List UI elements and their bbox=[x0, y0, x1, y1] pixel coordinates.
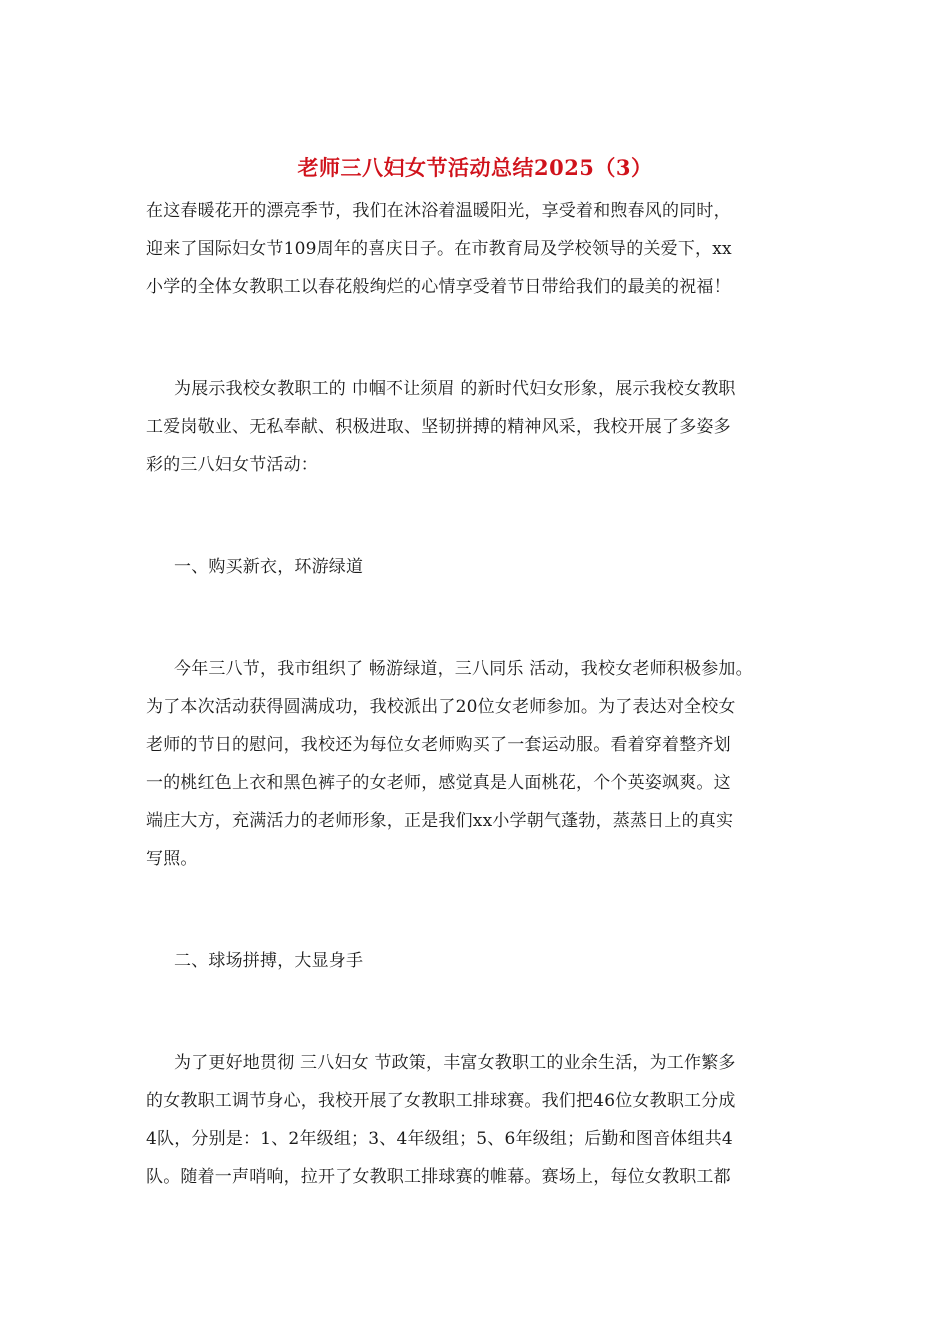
body-line: 老师的节日的慰问，我校还为每位女老师购买了一套运动服。看着穿着整齐划 bbox=[146, 735, 731, 755]
body-line: 为了更好地贯彻 三八妇女 节政策，丰富女教职工的业余生活，为工作繁多 bbox=[174, 1053, 736, 1073]
body-line: 小学的全体女教职工以春花般绚烂的心情享受着节日带给我们的最美的祝福！ bbox=[146, 277, 731, 297]
body-line: 迎来了国际妇女节109周年的喜庆日子。在市教育局及学校领导的关爱下，xx bbox=[146, 239, 732, 259]
body-line: 为了本次活动获得圆满成功，我校派出了20位女老师参加。为了表达对全校女 bbox=[146, 697, 736, 717]
body-line: 二、球场拼搏，大显身手 bbox=[174, 951, 364, 971]
body-line: 一、购买新衣，环游绿道 bbox=[174, 557, 364, 577]
body-line: 4队，分别是：1、2年级组；3、4年级组；5、6年级组；后勤和图音体组共4 bbox=[146, 1129, 733, 1149]
body-line: 在这春暖花开的漂亮季节，我们在沐浴着温暖阳光，享受着和煦春风的同时， bbox=[146, 201, 731, 221]
body-line: 队。随着一声哨响，拉开了女教职工排球赛的帷幕。赛场上，每位女教职工都 bbox=[146, 1167, 731, 1187]
body-line: 工爱岗敬业、无私奉献、积极进取、坚韧拼搏的精神风采，我校开展了多姿多 bbox=[146, 417, 731, 437]
body-line: 写照。 bbox=[146, 849, 198, 869]
body-line: 端庄大方，充满活力的老师形象，正是我们xx小学朝气蓬勃，蒸蒸日上的真实 bbox=[146, 811, 734, 831]
body-line: 彩的三八妇女节活动： bbox=[146, 455, 318, 475]
body-line: 一的桃红色上衣和黑色裤子的女老师，感觉真是人面桃花，个个英姿飒爽。这 bbox=[146, 773, 731, 793]
body-line: 今年三八节，我市组织了 畅游绿道，三八同乐 活动，我校女老师积极参加。 bbox=[174, 659, 753, 679]
body-line: 为展示我校女教职工的 巾帼不让须眉 的新时代妇女形象，展示我校女教职 bbox=[174, 379, 736, 399]
body-line: 的女教职工调节身心，我校开展了女教职工排球赛。我们把46位女教职工分成 bbox=[146, 1091, 736, 1111]
document-title: 老师三八妇女节活动总结2025（3） bbox=[297, 155, 653, 180]
